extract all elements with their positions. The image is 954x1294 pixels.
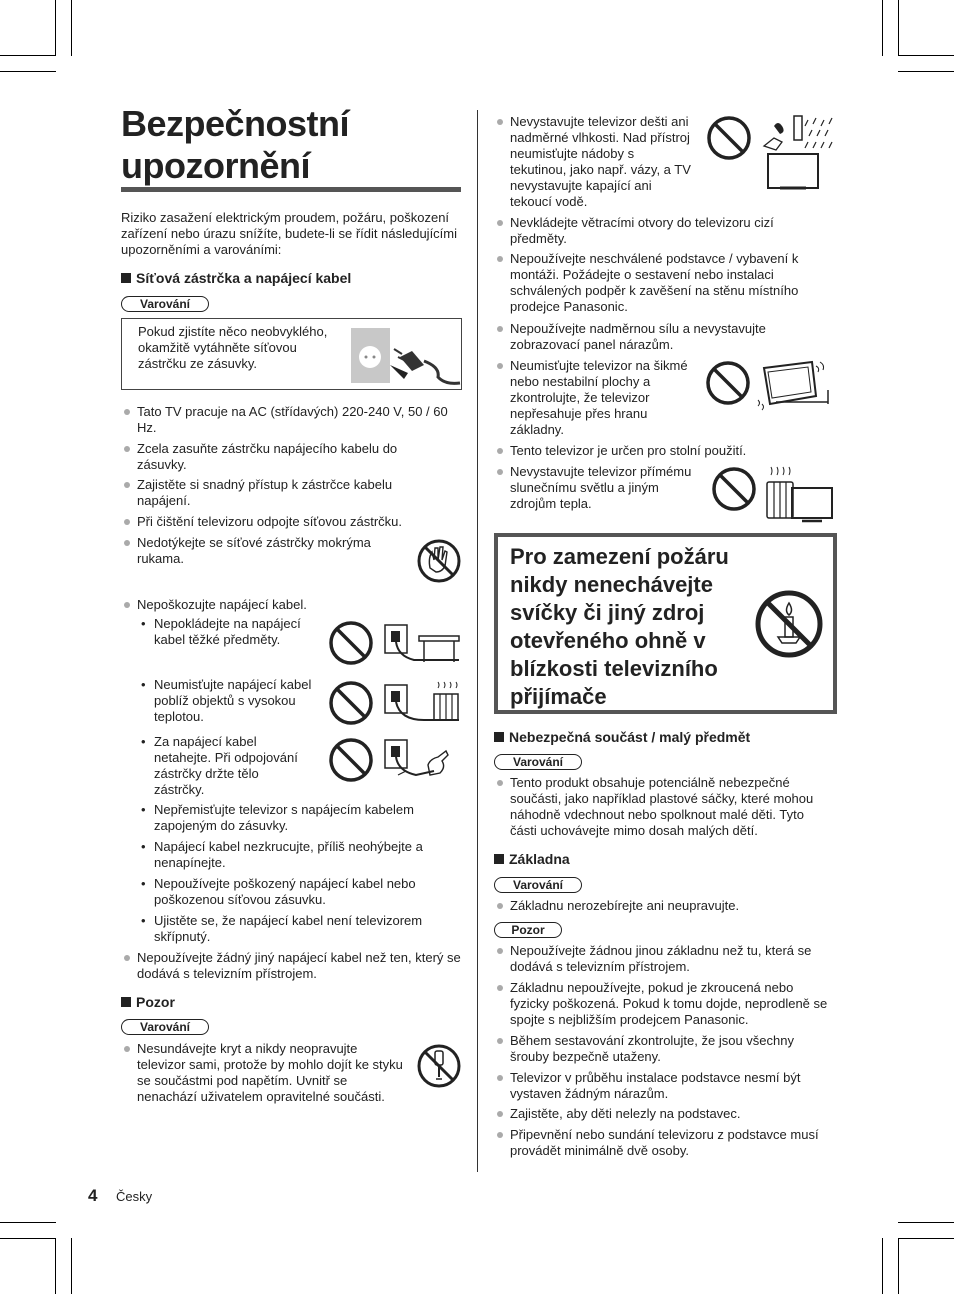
pulling-cable-icon bbox=[384, 737, 460, 783]
crop-mark bbox=[898, 1238, 954, 1239]
list-item: Základnu nepoužívejte, pokud je zkroucená nebo fyzicky poškozená. Pokud k tomu dojde, neprodleně se spojte s nejbližším prodejcem Panasonic. bbox=[494, 980, 832, 1028]
list-item: • Nepoužívejte poškozený napájecí kabel nebo poškozenou síťovou zásuvku. bbox=[141, 876, 441, 908]
crop-mark bbox=[0, 71, 56, 72]
list-item: Televizor v průběhu instalace podstavce nesmí být vystaven žádným nárazům. bbox=[494, 1070, 819, 1102]
list-item: Nepoužívejte nadměrnou sílu a nevystavujte zobrazovací panel nárazům. bbox=[494, 321, 794, 353]
prohibition-icon bbox=[328, 680, 374, 726]
rain-on-tv-icon bbox=[760, 112, 836, 192]
crop-mark bbox=[71, 0, 72, 56]
list-item: • Neumisťujte napájecí kabel poblíž objektů s vysokou teplotou. bbox=[141, 677, 321, 725]
list-item: Nepoužívejte neschválené podstavce / vybavení k montáži. Požádejte o sestavení nebo instalaci schválených podpěr k zavěšení na stěnu místního prodejce Panasonic. bbox=[494, 251, 819, 315]
crop-mark bbox=[898, 1238, 899, 1294]
list-item: • Nepokládejte na napájecí kabel těžké předměty. bbox=[141, 616, 316, 648]
list-item: • Ujistěte se, že napájecí kabel není televizorem skřípnutý. bbox=[141, 913, 451, 945]
plug-icon bbox=[350, 327, 462, 387]
warning-label: Varování bbox=[121, 296, 209, 312]
list-item: Základnu nerozebírejte ani neupravujte. bbox=[494, 898, 824, 914]
cable-near-heater-icon bbox=[384, 680, 460, 726]
fire-warning-box bbox=[494, 533, 837, 714]
no-wet-hands-icon bbox=[416, 538, 462, 584]
list-item: Nesundávejte kryt a nikdy neopravujte televizor sami, protože by mohlo dojít ke styku se součástmi pod napětím. Uvnitř se nenachází uživatelem opravitelné součásti. bbox=[121, 1041, 406, 1105]
no-disassembly-icon bbox=[416, 1043, 462, 1089]
list-item: Nevkládejte větracími otvory do televizoru cizí předměty. bbox=[494, 215, 794, 247]
list-item: Nepoužívejte žádnou jinou základnu než tu, která se dodává s televizním přístrojem. bbox=[494, 943, 832, 975]
list-item: • Napájecí kabel nezkrucujte, příliš neohýbejte a nenapínejte. bbox=[141, 839, 441, 871]
prohibition-icon bbox=[706, 115, 752, 161]
intro-text: Riziko zasažení elektrickým proudem, požáru, poškození zařízení nebo úrazu snížíte, budete-li se řídit následujícími upozorněními a varováními: bbox=[121, 210, 458, 257]
list-item: Připevnění nebo sundání televizoru z podstavce musí provádět minimálně dvě osoby. bbox=[494, 1127, 832, 1159]
crop-mark bbox=[898, 55, 954, 56]
tilted-tv-icon bbox=[756, 360, 832, 416]
warning-box bbox=[121, 318, 462, 390]
list-item: Během sestavování zkontrolujte, že jsou všechny šrouby bezpečně utaženy. bbox=[494, 1033, 814, 1065]
warning-label: Varování bbox=[121, 1019, 209, 1035]
heavy-object-on-cable-icon bbox=[384, 620, 460, 666]
fire-warning-text: Pro zamezení požáru nikdy nenechávejte svíčky či jiný zdroj otevřeného ohně v blízkosti televizního přijímače bbox=[510, 544, 729, 709]
title-rule bbox=[121, 187, 461, 192]
no-candle-icon bbox=[754, 589, 824, 659]
crop-mark bbox=[882, 0, 883, 56]
warning-label: Varování bbox=[494, 754, 582, 770]
list-item: Nepoužívejte žádný jiný napájecí kabel než ten, který se dodává s televizním přístrojem. bbox=[121, 950, 461, 982]
crop-mark bbox=[898, 71, 954, 72]
list-item: Tato TV pracuje na AC (střídavých) 220-240 V, 50 / 60 Hz. bbox=[121, 404, 451, 436]
warning-box-text: Pokud zjistíte něco neobvyklého, okamžitě vytáhněte síťovou zástrčku ze zásuvky. bbox=[138, 324, 328, 371]
page-number: 4 bbox=[88, 1186, 98, 1205]
page-title: Bezpečnostní upozornění bbox=[121, 103, 350, 186]
list-item: Při čištění televizoru odpojte síťovou zástrčku. bbox=[121, 514, 451, 530]
crop-mark bbox=[0, 55, 56, 56]
warning-label: Varování bbox=[494, 877, 582, 893]
crop-mark bbox=[0, 1222, 56, 1223]
prohibition-icon bbox=[328, 620, 374, 666]
crop-mark bbox=[55, 1238, 56, 1294]
list-item: Tento televizor je určen pro stolní použití. bbox=[494, 443, 794, 459]
list-item: Nedotýkejte se síťové zástrčky mokrýma rukama. bbox=[121, 535, 401, 567]
list-item: Zajistěte, aby děti nelezly na podstavec. bbox=[494, 1106, 824, 1122]
language-label: Česky bbox=[116, 1189, 153, 1204]
crop-mark bbox=[0, 1238, 56, 1239]
prohibition-icon bbox=[711, 466, 757, 512]
crop-mark bbox=[55, 0, 56, 56]
list-item: Neumisťujte televizor na šikmé nebo nestabilní plochy a zkontrolujte, že televizor nepřesahuje přes hranu základny. bbox=[494, 358, 694, 438]
plug-heading: Síťová zástrčka a napájecí kabel bbox=[121, 269, 461, 287]
crop-mark bbox=[882, 1238, 883, 1294]
pozor-heading: Pozor bbox=[121, 993, 321, 1011]
base-heading: Základna bbox=[494, 850, 694, 868]
list-item: Nepoškozujte napájecí kabel. bbox=[121, 597, 421, 613]
crop-mark bbox=[898, 0, 899, 56]
caution-label: Pozor bbox=[494, 922, 562, 938]
list-item: Tento produkt obsahuje potenciálně nebezpečné součásti, jako například plastové sáčky, které mohou náhodně vdechnout nebo spolknout malé děti. Tyto části uchovávejte mimo dosah malých dětí. bbox=[494, 775, 832, 839]
crop-mark bbox=[71, 1238, 72, 1294]
column-divider bbox=[477, 110, 478, 1172]
prohibition-icon bbox=[328, 737, 374, 783]
crop-mark bbox=[898, 1222, 954, 1223]
list-item: Zcela zasuňte zástrčku napájecího kabelu do zásuvky. bbox=[121, 441, 421, 473]
list-item: Nevystavujte televizor dešti ani nadměrné vlhkosti. Nad přístroj neumisťujte nádoby s tekutinou, jako např. vázy, a TV nevystavujte kapající ani tekoucí vodě. bbox=[494, 114, 694, 210]
list-item: • Nepřemisťujte televizor s napájecím kabelem zapojeným do zásuvky. bbox=[141, 802, 451, 834]
list-item: Zajistěte si snadný přístup k zástrčce kabelu napájení. bbox=[121, 477, 421, 509]
list-item: • Za napájecí kabel netahejte. Při odpojování zástrčky držte tělo zástrčky. bbox=[141, 734, 311, 798]
heater-near-tv-icon bbox=[764, 464, 836, 524]
prohibition-icon bbox=[705, 360, 751, 406]
small-object-heading: Nebezpečná součást / malý předmět bbox=[494, 728, 834, 746]
list-item: Nevystavujte televizor přímému slunečnímu světlu a jiným zdrojům tepla. bbox=[494, 464, 699, 512]
